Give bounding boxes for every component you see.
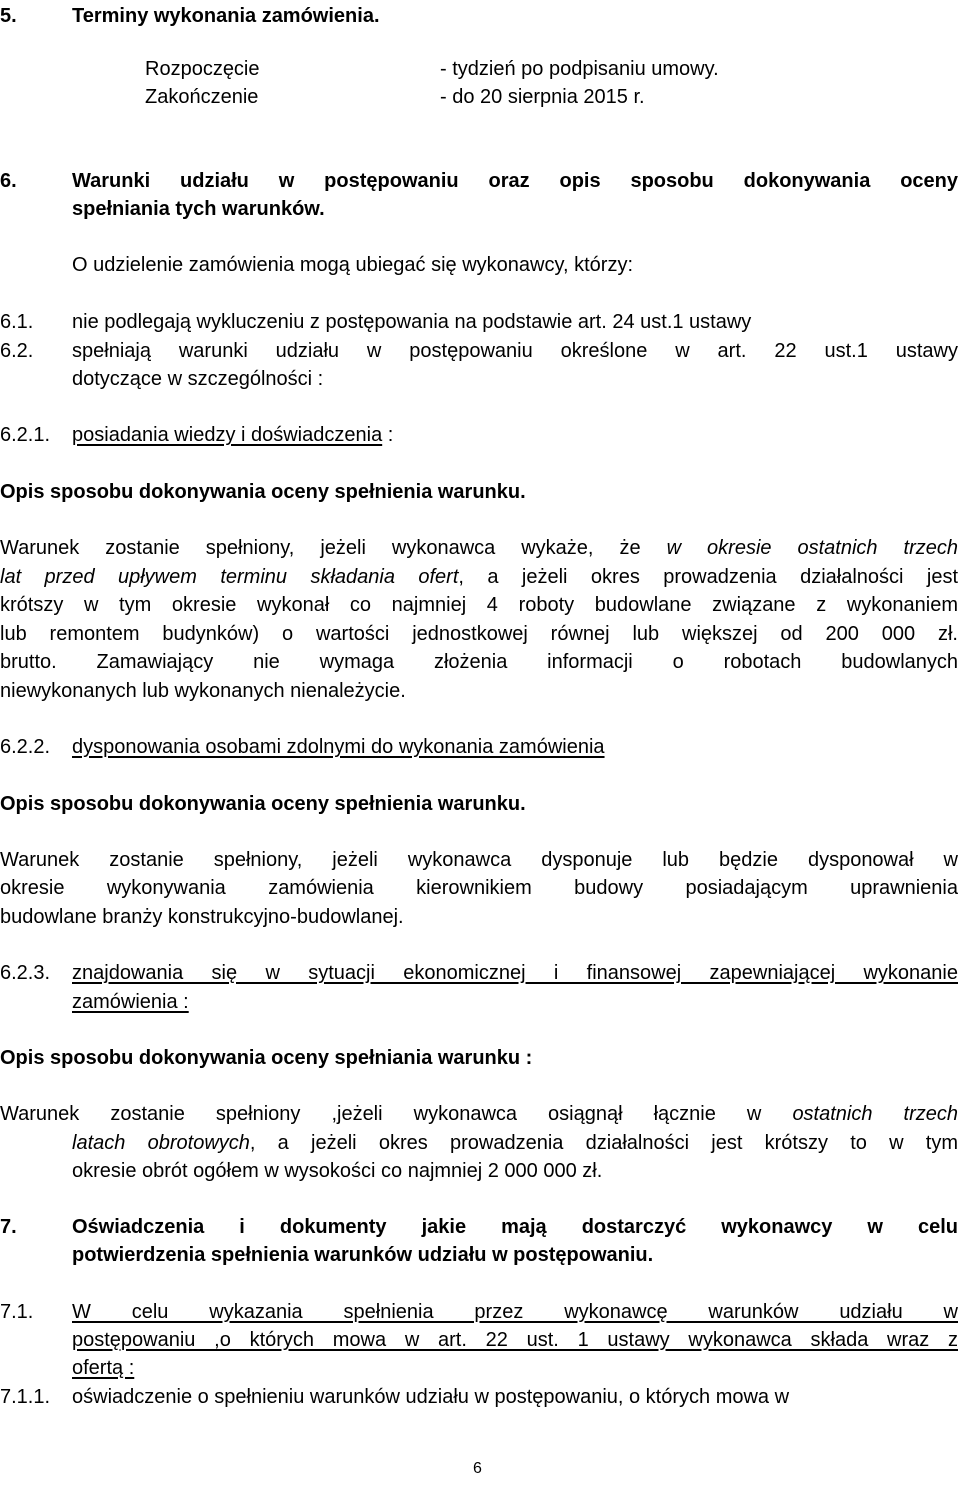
section-5-number: 5. [0, 5, 17, 27]
paragraph-1-line5: brutto. Zamawiający nie wymaga złożenia informacji o robotach budowlanych [0, 651, 958, 673]
assessment-heading-3: Opis sposobu dokonywania oceny spełniania warunku : [0, 1047, 533, 1069]
assessment-heading-1: Opis sposobu dokonywania oceny spełnienia warunku. [0, 481, 526, 503]
paragraph-1-line2-b: , a jeżeli okres prowadzenia działalności jest [458, 566, 959, 588]
assessment-heading-2: Opis sposobu dokonywania oceny spełnienia warunku. [0, 793, 526, 815]
end-label: Zakończenie [145, 86, 259, 108]
item-6-2-3-line2: zamówienia : [72, 991, 189, 1013]
item-6-2-1-title: posiadania wiedzy i doświadczenia [72, 424, 383, 446]
item-7-1-1-number: 7.1.1. [0, 1386, 51, 1408]
item-7-1-line3: ofertą : [72, 1357, 135, 1379]
paragraph-3-line1-a: Warunek zostanie spełniony ,jeżeli wykonawca osiągnął łącznie w [0, 1103, 762, 1125]
item-6-2-2-title: dysponowania osobami zdolnymi do wykonania zamówienia [72, 736, 605, 758]
section-5-title: Terminy wykonania zamówienia. [72, 5, 380, 27]
paragraph-2-line1: Warunek zostanie spełniony, jeżeli wykonawca dysponuje lub będzie dysponował w [0, 849, 958, 871]
paragraph-2-line3: budowlane branży konstrukcyjno-budowlanej. [0, 906, 404, 928]
item-7-1-line1: W celu wykazania spełnienia przez wykonawcę warunków udziału w [72, 1301, 958, 1323]
section-7-title-line2: potwierdzenia spełnienia warunków udziału w postępowaniu. [72, 1244, 654, 1266]
section-6-number: 6. [0, 170, 17, 192]
paragraph-1-line4: lub remontem budynków) o wartości jednostkowej równej lub większej od 200 000 zł. [0, 623, 958, 645]
paragraph-3-line1 [0, 1102, 958, 1126]
item-6-2-1-colon: : [387, 424, 394, 446]
item-6-2-1-number: 6.2.1. [0, 424, 51, 446]
paragraph-3-line2-a: latach obrotowych [72, 1132, 250, 1154]
item-6-2-2-number: 6.2.2. [0, 736, 51, 758]
section-7-number: 7. [0, 1216, 17, 1238]
section-6-title-line1: Warunki udziału w postępowaniu oraz opis sposobu dokonywania oceny [72, 170, 958, 192]
section-7-title-line1: Oświadczenia i dokumenty jakie mają dostarczyć wykonawcy w celu [72, 1216, 958, 1238]
paragraph-3-line3: okresie obrót ogółem w wysokości co najmniej 2 000 000 zł. [72, 1160, 603, 1182]
item-6-1-number: 6.1. [0, 311, 34, 333]
section-6-intro: O udzielenie zamówienia mogą ubiegać się wykonawcy, którzy: [72, 254, 634, 276]
paragraph-1-line1-b: w okresie ostatnich trzech [666, 537, 958, 559]
item-6-2-3-number: 6.2.3. [0, 962, 51, 984]
paragraph-1-line3: krótszy w tym okresie wykonał co najmniej 4 roboty budowlane związane z wykonaniem [0, 594, 958, 616]
end-value: - do 20 sierpnia 2015 r. [440, 86, 645, 108]
paragraph-1-line2-a: lat przed upływem terminu składania ofert [0, 566, 459, 588]
item-7-1-1-text: oświadczenie o spełnieniu warunków udziału w postępowaniu, o których mowa w [72, 1386, 790, 1408]
paragraph-1-line1 [0, 536, 958, 560]
paragraph-3-line2-b: , a jeżeli okres prowadzenia działalności jest krótszy to w tym [249, 1132, 959, 1154]
item-6-2-1-heading [72, 423, 393, 447]
start-label: Rozpoczęcie [145, 58, 260, 80]
paragraph-3-line2 [72, 1131, 958, 1155]
item-7-1-number: 7.1. [0, 1301, 34, 1323]
paragraph-1-line6: niewykonanych lub wykonanych nienależycie. [0, 680, 406, 702]
paragraph-3-line1-b: ostatnich trzech [792, 1103, 959, 1125]
page-number: 6 [473, 1460, 482, 1477]
item-7-1-line2: postępowaniu ,o których mowa w art. 22 ust. 1 ustawy wykonawca składa wraz z [72, 1329, 958, 1351]
item-6-2-line2: dotyczące w szczególności : [72, 368, 324, 390]
item-6-1-text: nie podlegają wykluczeniu z postępowania na podstawie art. 24 ust.1 ustawy [72, 311, 752, 333]
item-6-2-line1: spełniają warunki udziału w postępowaniu określone w art. 22 ust.1 ustawy [72, 340, 958, 362]
paragraph-2-line2: okresie wykonywania zamówienia kierownikiem budowy posiadającym uprawnienia [0, 877, 958, 899]
section-6-title-line2: spełniania tych warunków. [72, 198, 325, 220]
item-6-2-number: 6.2. [0, 340, 34, 362]
item-6-2-3-line1: znajdowania się w sytuacji ekonomicznej i finansowej zapewniającej wykonanie [72, 962, 958, 984]
start-value: - tydzień po podpisaniu umowy. [440, 58, 719, 80]
paragraph-1-line1-a: Warunek zostanie spełniony, jeżeli wykonawca wykaże, że [0, 537, 641, 559]
paragraph-1-line2 [0, 565, 958, 589]
